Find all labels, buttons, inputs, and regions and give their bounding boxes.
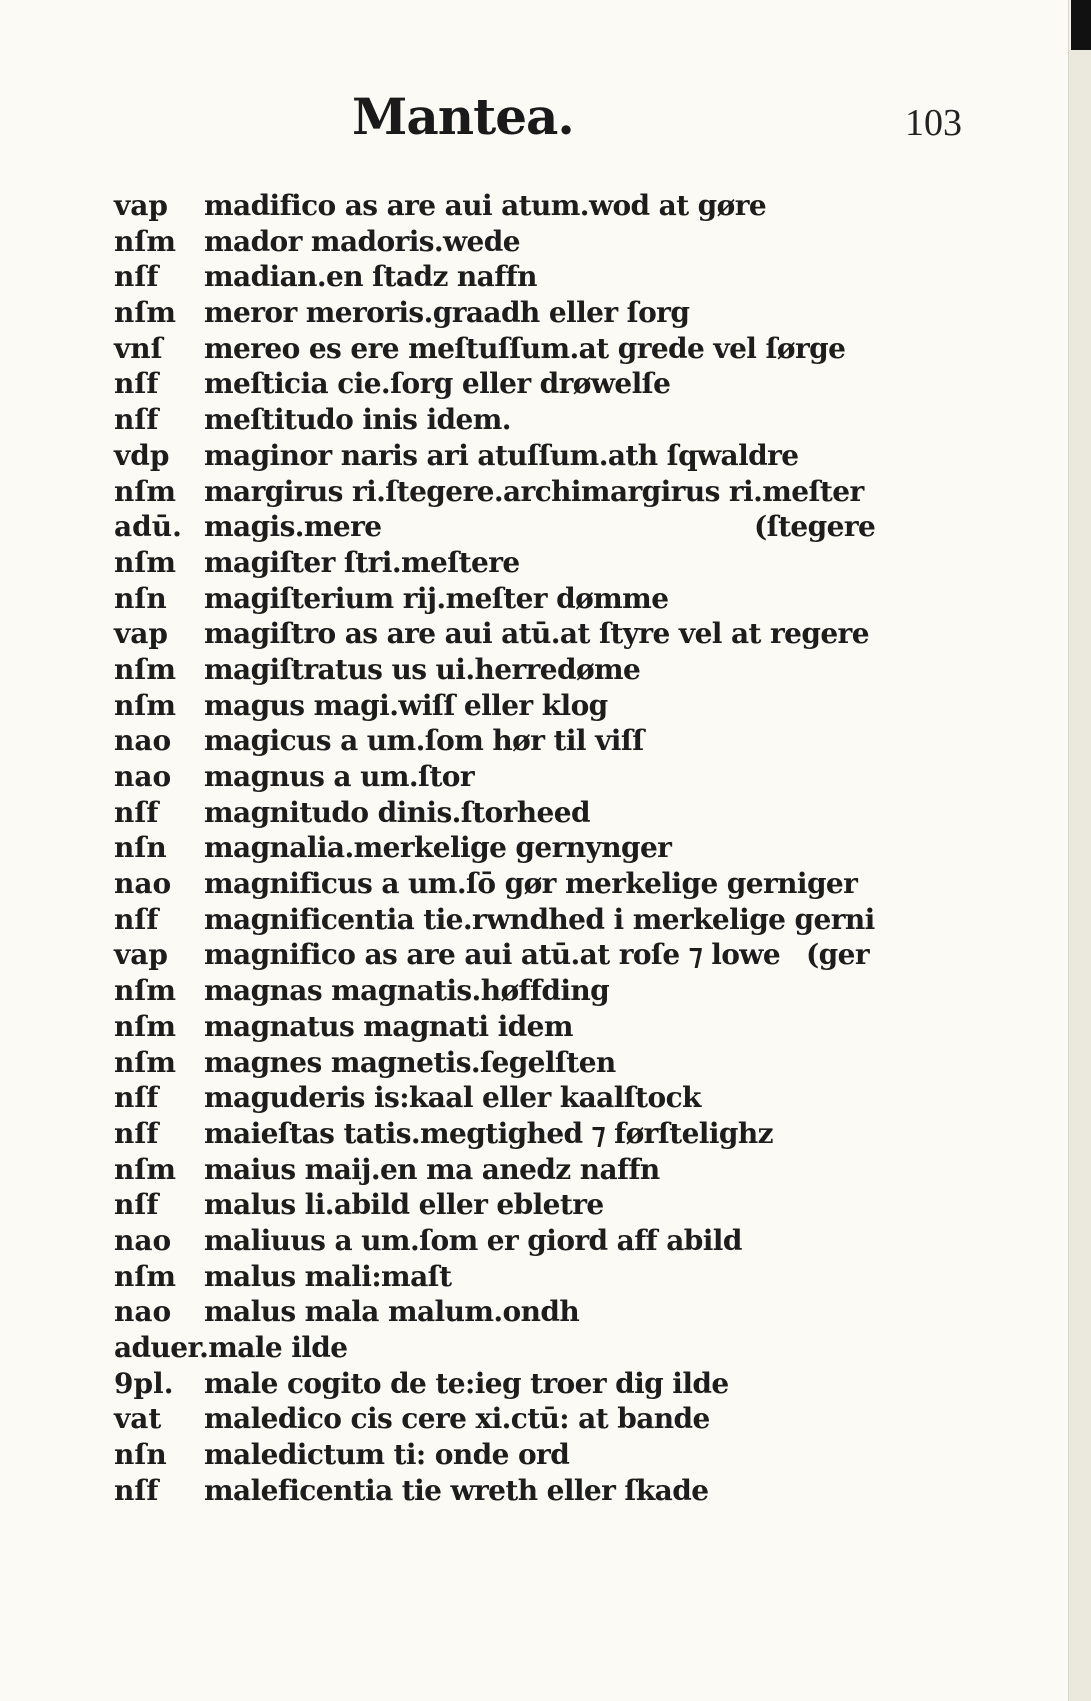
- entry-text: magnes magnetis.ſegelſten: [204, 1045, 616, 1079]
- entry-grammar: nao: [114, 1223, 172, 1257]
- entry-text: magiſtratus us ui.herredøme: [204, 652, 641, 686]
- dictionary-entry: [114, 295, 904, 331]
- entry-text: maieſtas tatis.megtighed ⁊ førſtelighz: [204, 1116, 773, 1150]
- entry-text: magnificus a um.ſō gør merkelige gerniger: [204, 867, 858, 901]
- dictionary-entry: [114, 830, 904, 866]
- dictionary-entry: [114, 1401, 904, 1437]
- entry-grammar: nſm: [114, 1045, 177, 1079]
- entry-text: malus li.abild eller ebletre: [204, 1188, 604, 1222]
- running-head: Mantea.: [352, 87, 574, 146]
- dictionary-entry: [114, 1187, 904, 1223]
- dictionary-entry: [114, 688, 904, 724]
- dictionary-entry: [114, 937, 904, 973]
- entry-grammar: 9pl.: [114, 1366, 174, 1400]
- dictionary-entry: [114, 331, 904, 367]
- entry-grammar: adū.: [114, 510, 182, 544]
- dictionary-entry: [114, 616, 904, 652]
- entry-text: magis.mere: [204, 510, 382, 544]
- dictionary-entry: [114, 1080, 904, 1116]
- entry-grammar: nſf: [114, 1081, 159, 1115]
- dictionary-entry: [114, 509, 904, 545]
- entry-text: magicus a um.ſom hør til viſſ: [204, 724, 644, 758]
- dictionary-entry: [114, 1330, 904, 1366]
- dictionary-entry: [114, 902, 904, 938]
- entry-grammar: vnſ: [114, 331, 163, 365]
- entry-text: male cogito de te:ieg troer dig ilde: [204, 1366, 729, 1400]
- entry-grammar: nſf: [114, 403, 159, 437]
- dictionary-entry: [114, 188, 904, 224]
- entry-text: maleficentia tie wreth eller ſkade: [204, 1473, 709, 1507]
- dictionary-entry: [114, 652, 904, 688]
- dictionary-entry: [114, 1116, 904, 1152]
- entry-grammar: nao: [114, 1295, 172, 1329]
- entry-text: maguderis is:kaal eller kaalſtock: [204, 1081, 701, 1115]
- entry-grammar: nſm: [114, 1152, 177, 1186]
- entry-text: meſticia cie.ſorg eller drøwelſe: [204, 367, 671, 401]
- entry-grammar: nſm: [114, 296, 177, 330]
- entry-grammar: nſn: [114, 1438, 167, 1472]
- entry-text: madifico as are aui atum.wod at gøre: [204, 189, 767, 222]
- entry-text: madian.en ſtadz naffn: [204, 260, 537, 294]
- dictionary-entry: [114, 1259, 904, 1295]
- entry-text: meſtitudo inis idem.: [204, 403, 511, 437]
- entry-text: magnifico as are aui atū.at roſe ⁊ lowe: [204, 938, 781, 972]
- page-number: 103: [905, 102, 962, 144]
- entry-grammar: vap: [114, 617, 168, 651]
- entry-grammar: vdp: [114, 438, 170, 472]
- dictionary-entry: [114, 224, 904, 260]
- dictionary-entries: [114, 188, 904, 1508]
- dictionary-entry: [114, 1294, 904, 1330]
- entry-text: magnitudo dinis.ſtorheed: [204, 795, 590, 829]
- entry-grammar: vap: [114, 938, 168, 972]
- entry-text: maius maij.en ma anedz naffn: [204, 1152, 660, 1186]
- entry-text: mador madoris.wede: [204, 224, 520, 258]
- entry-grammar: nſf: [114, 1116, 159, 1150]
- entry-continuation: (ſtegere: [754, 510, 876, 544]
- dictionary-entry: [114, 866, 904, 902]
- dictionary-entry: [114, 1473, 904, 1509]
- entry-grammar: nſf: [114, 1188, 159, 1222]
- dictionary-entry: [114, 474, 904, 510]
- entry-grammar: vat: [114, 1402, 162, 1436]
- entry-text: magnus a um.ſtor: [204, 760, 475, 793]
- entry-text: magiſter ſtri.meſtere: [204, 545, 520, 579]
- entry-grammar: nſf: [114, 367, 159, 401]
- dictionary-entry: [114, 795, 904, 831]
- dictionary-entry: [114, 973, 904, 1009]
- entry-text: maledico cis cere xi.ctū: at bande: [204, 1402, 710, 1436]
- dictionary-entry: [114, 1152, 904, 1188]
- entry-grammar: nſm: [114, 545, 177, 579]
- entry-grammar: nſm: [114, 1259, 177, 1293]
- entry-grammar: nao: [114, 724, 172, 758]
- dictionary-entry: [114, 1045, 904, 1081]
- dictionary-entry: [114, 759, 904, 795]
- dictionary-entry: [114, 1009, 904, 1045]
- entry-text: magnatus magnati idem: [204, 1009, 573, 1043]
- entry-text: magnalia.merkelige gernynger: [204, 831, 672, 865]
- dictionary-entry: [114, 1437, 904, 1473]
- dictionary-entry: [114, 259, 904, 295]
- entry-grammar: nſm: [114, 474, 177, 508]
- entry-grammar: nao: [114, 867, 172, 901]
- entry-grammar: nſf: [114, 795, 159, 829]
- entry-text: magnas magnatis.høffding: [204, 974, 610, 1008]
- entry-grammar: nſm: [114, 1009, 177, 1043]
- dictionary-entry: [114, 1223, 904, 1259]
- entry-grammar: nſf: [114, 260, 159, 294]
- entry-grammar: nſm: [114, 974, 177, 1008]
- entry-text: maginor naris ari atuſſum.ath ſqwaldre: [204, 438, 799, 472]
- entry-text: aduer.male ilde: [114, 1331, 348, 1364]
- entry-grammar: nſm: [114, 652, 177, 686]
- entry-text: malus mala malum.ondh: [204, 1295, 580, 1329]
- entry-text: magus magi.wiſſ eller klog: [204, 688, 608, 722]
- entry-text: mereo es ere meſtuſſum.at grede vel ſørge: [204, 331, 846, 365]
- dictionary-entry: [114, 1366, 904, 1402]
- entry-grammar: nſn: [114, 581, 167, 615]
- entry-grammar: nſm: [114, 688, 177, 722]
- dictionary-entry: [114, 438, 904, 474]
- entry-text: magiſterium rij.meſter dømme: [204, 581, 669, 615]
- dictionary-entry: [114, 723, 904, 759]
- entry-text: malus mali:maſt: [204, 1259, 452, 1293]
- entry-grammar: nſf: [114, 1473, 159, 1507]
- dictionary-entry: [114, 402, 904, 438]
- entry-text: magnificentia tie.rwndhed i merkelige gerni: [204, 902, 875, 936]
- scan-edge-mark: [1071, 0, 1091, 50]
- dictionary-entry: [114, 545, 904, 581]
- entry-text: maledictum ti: onde ord: [204, 1438, 570, 1472]
- entry-grammar: nſm: [114, 224, 177, 258]
- entry-continuation: (ger: [806, 938, 869, 972]
- entry-text: maliuus a um.ſom er giord aff abild: [204, 1223, 742, 1257]
- dictionary-entry: [114, 366, 904, 402]
- entry-text: magiſtro as are aui atū.at ſtyre vel at regere: [204, 617, 869, 651]
- entry-grammar: vap: [114, 189, 168, 222]
- entry-grammar: nſf: [114, 902, 159, 936]
- scan-margin: [1069, 50, 1091, 1701]
- dictionary-entry: [114, 581, 904, 617]
- entry-grammar: nſn: [114, 831, 167, 865]
- entry-grammar: nao: [114, 760, 172, 793]
- entry-text: meror meroris.graadh eller ſorg: [204, 296, 690, 330]
- entry-text: margirus ri.ſtegere.archimargirus ri.meſter: [204, 474, 864, 508]
